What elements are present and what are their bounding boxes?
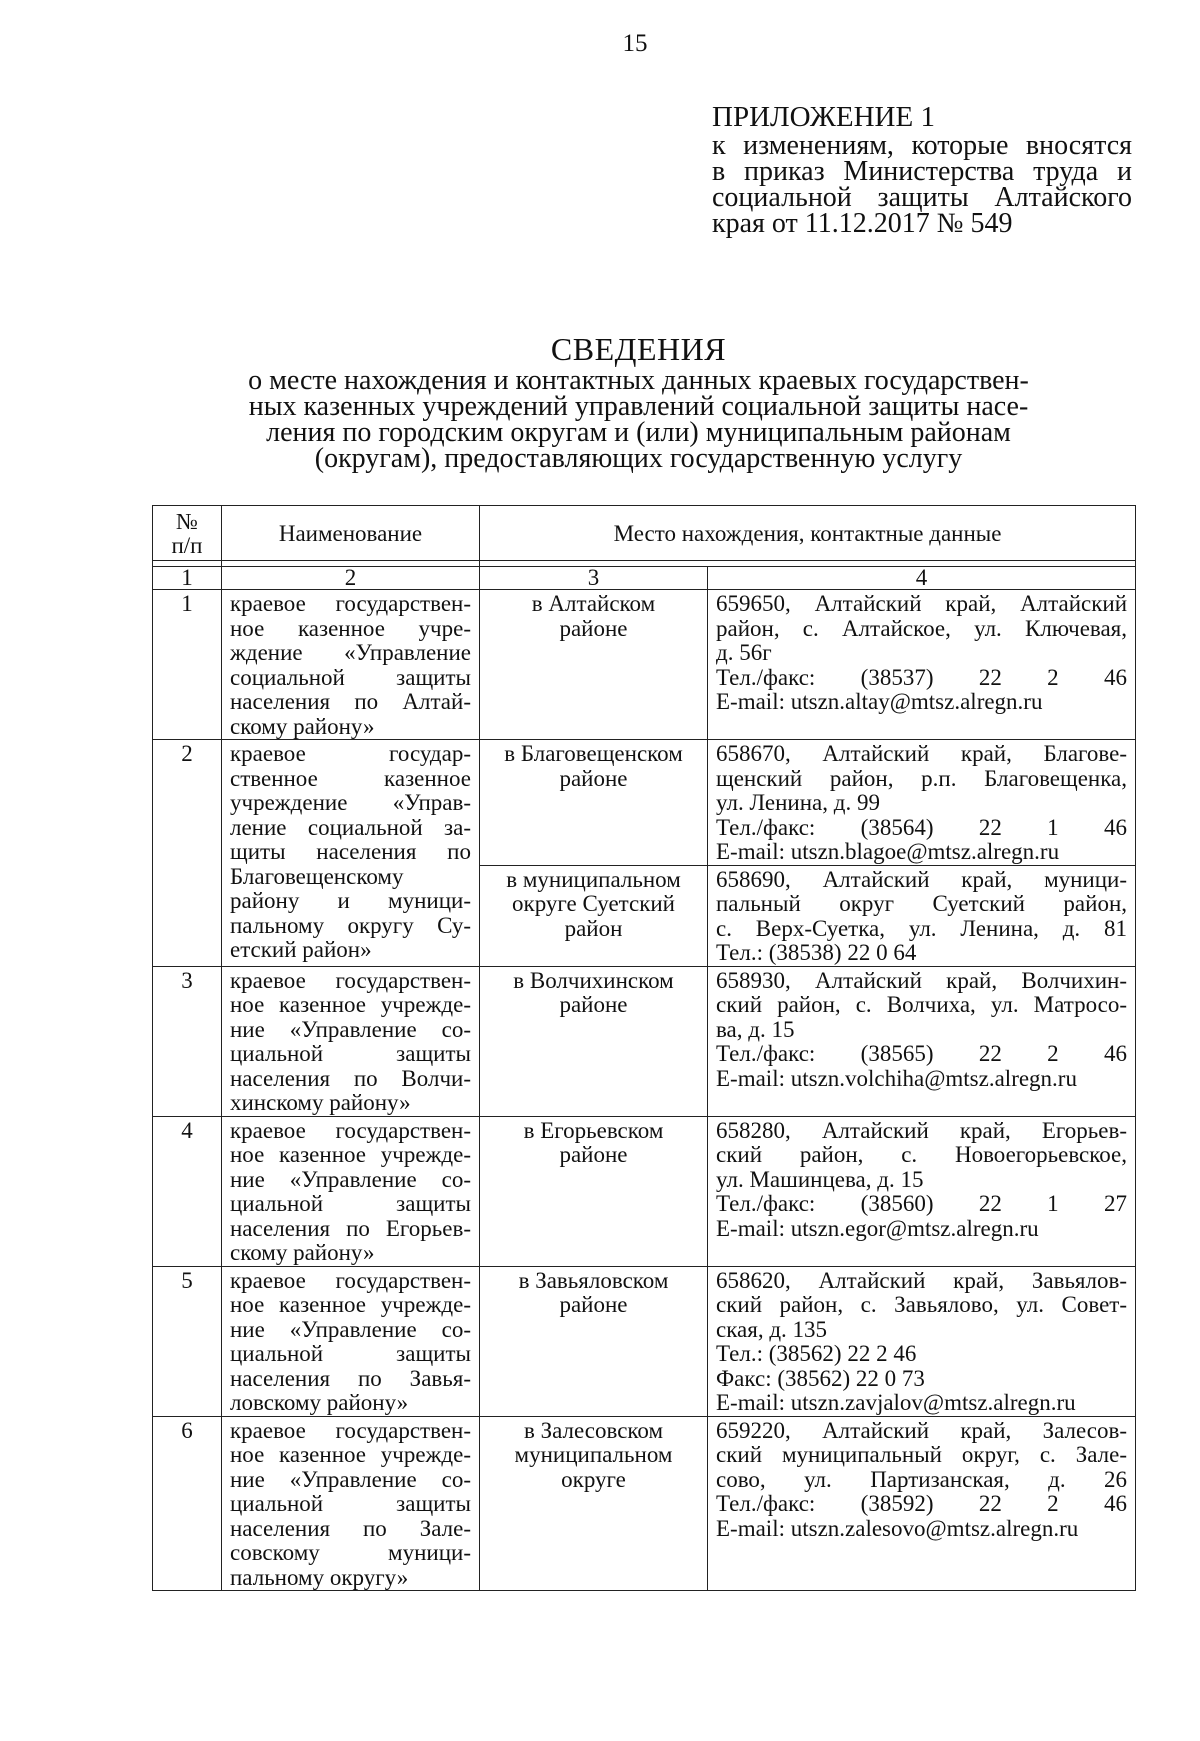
addr-line: Тел.: (38562) 22 2 46 bbox=[716, 1341, 917, 1366]
area-line: в Егорьевском bbox=[523, 1117, 664, 1143]
heading-line: ных казенных учреждений управлений социальной защиты насе- bbox=[248, 391, 1029, 422]
institution-name bbox=[222, 740, 480, 967]
column-number-row bbox=[153, 567, 1136, 590]
address-cell bbox=[708, 865, 1136, 966]
name-line: етский район» bbox=[230, 937, 372, 962]
area-line: округе Суетский bbox=[512, 891, 675, 916]
name-line: учреждение «Управ- bbox=[230, 790, 471, 815]
address-cell bbox=[708, 590, 1136, 740]
area-line: в Завьяловском bbox=[518, 1267, 669, 1293]
table-row bbox=[153, 1116, 1136, 1266]
addr-line: с. Верх-Суетка, ул. Ленина, д. 81 bbox=[716, 915, 1128, 941]
name-line: населения по Зале- bbox=[230, 1515, 471, 1541]
area-cell bbox=[480, 1116, 708, 1266]
address-cell bbox=[708, 1266, 1136, 1416]
addr-line: Тел./факс: (38560) 22 1 27 bbox=[716, 1191, 1128, 1216]
addr-line: ва, д. 15 bbox=[716, 1016, 795, 1042]
addr-line: E-mail: utszn.zavjalov@mtsz.alregn.ru bbox=[716, 1390, 1076, 1415]
area-cell bbox=[480, 865, 708, 966]
addr-line: ул. Машинцева, д. 15 bbox=[716, 1166, 924, 1192]
table-row bbox=[153, 590, 1136, 740]
area-line: в Благовещенском bbox=[504, 741, 683, 766]
header-num-line2: п/п bbox=[171, 533, 203, 558]
name-line: краевое государствен- bbox=[230, 1267, 471, 1293]
name-line: населения по Алтай- bbox=[230, 689, 471, 714]
name-line: ное казенное учрежде- bbox=[230, 1292, 471, 1317]
name-line: краевое государствен- bbox=[230, 1117, 471, 1143]
name-line: пальному округу Су- bbox=[230, 912, 471, 938]
name-line: ное казенное учрежде- bbox=[230, 1142, 471, 1167]
addr-line: район, с. Алтайское, ул. Ключевая, bbox=[716, 615, 1128, 641]
name-line: скому району» bbox=[230, 713, 375, 739]
addr-line: E-mail: utszn.egor@mtsz.alregn.ru bbox=[716, 1215, 1039, 1241]
area-cell bbox=[480, 1266, 708, 1416]
header-name: Наименование bbox=[222, 506, 480, 561]
name-line: социальной защиты bbox=[230, 664, 471, 690]
heading-line: о месте нахождения и контактных данных краевых государствен- bbox=[248, 365, 1029, 396]
name-line: совскому муници- bbox=[230, 1540, 471, 1565]
addr-line: ская, д. 135 bbox=[716, 1316, 828, 1342]
addr-line: E-mail: utszn.zalesovo@mtsz.alregn.ru bbox=[716, 1515, 1079, 1541]
name-line: населения по Егорьев- bbox=[230, 1215, 471, 1241]
institutions-table bbox=[152, 505, 1136, 1591]
addr-line: Тел./факс: (38564) 22 1 46 bbox=[716, 814, 1128, 840]
addr-line: 659220, Алтайский край, Залесов- bbox=[716, 1417, 1128, 1443]
area-line: в муниципальном bbox=[506, 866, 681, 892]
appendix-block bbox=[712, 101, 1132, 239]
page-number: 15 bbox=[622, 30, 648, 57]
column-number: 3 bbox=[480, 567, 708, 590]
name-line: краевое государ- bbox=[230, 741, 471, 766]
addr-line: пальный округ Суетский район, bbox=[716, 891, 1128, 916]
name-line: ное казенное учре- bbox=[230, 615, 471, 641]
area-line: районе bbox=[559, 765, 628, 791]
area-cell bbox=[480, 740, 708, 866]
name-line: Благовещенскому bbox=[230, 863, 404, 889]
area-cell bbox=[480, 966, 708, 1116]
area-line: районе bbox=[559, 615, 628, 641]
name-line: циальной защиты bbox=[230, 1191, 471, 1216]
institution-name bbox=[222, 1116, 480, 1266]
appendix-line: края от 11.12.2017 № 549 bbox=[712, 208, 1013, 239]
addr-line: 658690, Алтайский край, муници- bbox=[716, 866, 1128, 892]
institution-name bbox=[222, 1266, 480, 1416]
addr-line: ский муниципальный округ, с. Зале- bbox=[716, 1442, 1128, 1467]
name-line: району и муници- bbox=[230, 888, 471, 913]
institution-name bbox=[222, 590, 480, 740]
name-line: ние «Управление со- bbox=[230, 1016, 471, 1042]
addr-line: ский район, с. Волчиха, ул. Матросо- bbox=[716, 992, 1128, 1017]
area-line: муниципальном bbox=[514, 1442, 673, 1467]
table-header-row bbox=[153, 506, 1136, 561]
addr-line: ский район, с. Новоегорьевское, bbox=[716, 1142, 1128, 1167]
addr-line: Тел./факс: (38565) 22 2 46 bbox=[716, 1041, 1128, 1066]
name-line: населения по Волчи- bbox=[230, 1065, 471, 1091]
name-line: краевое государствен- bbox=[230, 591, 471, 616]
addr-line: Факс: (38562) 22 0 73 bbox=[716, 1365, 925, 1391]
column-number: 1 bbox=[153, 567, 222, 590]
header-num-line1: № bbox=[176, 508, 198, 534]
name-line: пальному округу» bbox=[230, 1564, 409, 1590]
addr-line: 658620, Алтайский край, Завьялов- bbox=[716, 1267, 1128, 1293]
name-line: краевое государствен- bbox=[230, 967, 471, 993]
address-cell bbox=[708, 1116, 1136, 1266]
name-line: ловскому району» bbox=[230, 1390, 409, 1415]
name-line: скому району» bbox=[230, 1240, 375, 1265]
name-line: ние «Управление со- bbox=[230, 1166, 471, 1192]
name-line: хинскому району» bbox=[230, 1090, 411, 1115]
column-number: 4 bbox=[708, 567, 1136, 590]
heading-line: ления по городским округам и (или) муниципальным районам bbox=[266, 417, 1011, 448]
area-cell bbox=[480, 590, 708, 740]
column-number: 2 bbox=[222, 567, 480, 590]
name-line: щиты населения по bbox=[230, 839, 471, 864]
addr-line: E-mail: utszn.altay@mtsz.alregn.ru bbox=[716, 689, 1043, 714]
addr-line: 658930, Алтайский край, Волчихин- bbox=[716, 967, 1128, 993]
table-row bbox=[153, 1416, 1136, 1591]
document-heading bbox=[186, 331, 1091, 474]
appendix-line: в приказ Министерства труда и bbox=[712, 156, 1132, 187]
addr-line: E-mail: utszn.volchiha@mtsz.alregn.ru bbox=[716, 1065, 1077, 1091]
area-line: в Алтайском bbox=[531, 591, 656, 616]
name-line: ное казенное учрежде- bbox=[230, 992, 471, 1017]
area-line: районе bbox=[559, 1142, 628, 1167]
name-line: ние «Управление со- bbox=[230, 1466, 471, 1492]
appendix-line: к изменениям, которые вносятся bbox=[712, 130, 1132, 161]
table-row bbox=[153, 966, 1136, 1116]
name-line: ждение «Управление bbox=[230, 640, 471, 665]
name-line: ное казенное учрежде- bbox=[230, 1442, 471, 1467]
appendix-title: ПРИЛОЖЕНИЕ 1 bbox=[712, 101, 935, 133]
addr-line: Тел./факс: (38592) 22 2 46 bbox=[716, 1491, 1128, 1516]
institution-name bbox=[222, 966, 480, 1116]
addr-line: д. 56г bbox=[716, 640, 772, 665]
area-line: районе bbox=[559, 992, 628, 1017]
area-line: в Залесовском bbox=[523, 1417, 664, 1443]
heading-title: СВЕДЕНИЯ bbox=[550, 331, 727, 367]
address-cell bbox=[708, 1416, 1136, 1591]
area-line: район bbox=[564, 915, 623, 941]
area-cell bbox=[480, 1416, 708, 1591]
addr-line: E-mail: utszn.blagoe@mtsz.alregn.ru bbox=[716, 839, 1060, 864]
row-number: 2 bbox=[153, 740, 222, 967]
name-line: ние «Управление со- bbox=[230, 1316, 471, 1342]
name-line: циальной защиты bbox=[230, 1041, 471, 1066]
name-line: циальной защиты bbox=[230, 1341, 471, 1366]
row-number: 5 bbox=[153, 1266, 222, 1416]
row-number: 3 bbox=[153, 966, 222, 1116]
addr-line: Тел.: (38538) 22 0 64 bbox=[716, 940, 917, 965]
area-line: районе bbox=[559, 1292, 628, 1317]
row-number: 6 bbox=[153, 1416, 222, 1591]
area-line: округе bbox=[561, 1466, 626, 1492]
addr-line: ский район, с. Завьялово, ул. Совет- bbox=[716, 1292, 1128, 1317]
addr-line: Тел./факс: (38537) 22 2 46 bbox=[716, 664, 1128, 690]
addr-line: щенский район, р.п. Благовещенка, bbox=[716, 765, 1128, 791]
name-line: населения по Завья- bbox=[230, 1365, 471, 1391]
name-line: ственное казенное bbox=[230, 765, 471, 791]
name-line: ление социальной за- bbox=[230, 814, 471, 840]
address-cell bbox=[708, 740, 1136, 866]
table-row bbox=[153, 1266, 1136, 1416]
row-number: 1 bbox=[153, 590, 222, 740]
table-row bbox=[153, 740, 1136, 866]
name-line: краевое государствен- bbox=[230, 1417, 471, 1443]
institution-name bbox=[222, 1416, 480, 1591]
addr-line: 658670, Алтайский край, Благове- bbox=[716, 741, 1128, 766]
header-num bbox=[153, 506, 222, 561]
appendix-line: социальной защиты Алтайского bbox=[712, 182, 1132, 213]
address-cell bbox=[708, 966, 1136, 1116]
heading-line: (округам), предоставляющих государственную услугу bbox=[314, 443, 963, 474]
row-number: 4 bbox=[153, 1116, 222, 1266]
addr-line: 658280, Алтайский край, Егорьев- bbox=[716, 1117, 1128, 1143]
addr-line: 659650, Алтайский край, Алтайский bbox=[716, 591, 1128, 616]
name-line: циальной защиты bbox=[230, 1491, 471, 1516]
area-line: в Волчихинском bbox=[513, 967, 674, 993]
header-location: Место нахождения, контактные данные bbox=[480, 506, 1136, 561]
addr-line: ул. Ленина, д. 99 bbox=[716, 790, 880, 815]
addr-line: сово, ул. Партизанская, д. 26 bbox=[716, 1466, 1128, 1492]
